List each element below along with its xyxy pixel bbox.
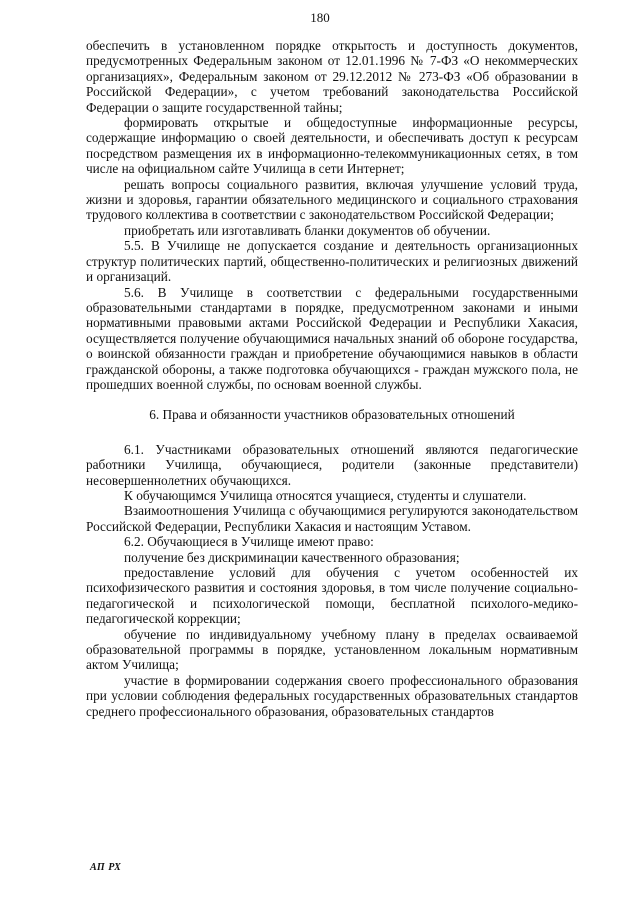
footer-mark: АП РХ	[90, 862, 122, 873]
page-number: 180	[310, 10, 330, 25]
paragraph: 6.1. Участниками образовательных отношений являются педагогические работники Училища, обучающиеся, родители (законные представители) несовершеннолетних обучающихся.	[86, 441, 578, 488]
paragraph: предоставление условий для обучения с учетом особенностей их психофизического развития и состояния здоровья, в том числе получение социально-педагогической и психологической помощи, бесплатной психолого-медико-педагогической коррекции;	[86, 565, 578, 627]
paragraph: обеспечить в установленном порядке открытость и доступность документов, предусмотренных Федеральным законом от 12.01.1996 № 7-ФЗ «О некоммерческих организациях», Федеральным законом от 29.12.2012 № 273-ФЗ «Об образовании в Российской Федерации», с учетом требований законодательства Российской Федерации о защите государственной тайны;	[86, 38, 578, 115]
paragraph: получение без дискриминации качественного образования;	[124, 549, 460, 565]
document-body	[86, 38, 578, 719]
section-heading: 6. Права и обязанности участников образовательных отношений	[149, 407, 515, 423]
paragraph: 5.6. В Училище в соответствии с федеральными государственными образовательными стандартами в порядке, предусмотренном законами и иными нормативными правовыми актами Российской Федерации и Республики Хакасия, осуществляется получение обучающимися начальных знаний об обороне государства, о воинской обязанности граждан и приобретение обучающимися навыков в области гражданской обороны, а также подготовка обучающихся - граждан мужского пола, не прошедших военной службы, по основам военной службы.	[86, 284, 578, 392]
paragraph: решать вопросы социального развития, включая улучшение условий труда, жизни и здоровья, гарантии обязательного медицинского и социального страхования трудового коллектива в соответствии с законодательством Российской Федерации;	[86, 176, 578, 223]
paragraph: обучение по индивидуальному учебному плану в пределах осваиваемой образовательной программы в порядке, установленном локальным нормативным актом Училища;	[86, 626, 578, 673]
paragraph: приобретать или изготавливать бланки документов об обучении.	[124, 222, 491, 238]
paragraph: формировать открытые и общедоступные информационные ресурсы, содержащие информацию о своей деятельности, и обеспечивать доступ к ресурсам посредством размещения их в информационно-телекоммуникационных сетях, в том числе на официальном сайте Училища в сети Интернет;	[86, 115, 578, 177]
paragraph: Взаимоотношения Училища с обучающимися регулируются законодательством Российской Федерации, Республики Хакасия и настоящим Уставом.	[86, 503, 578, 534]
paragraph: участие в формировании содержания своего профессионального образования при условии соблюдения федеральных государственных образовательных стандартов среднего профессионального образования, образовательных стандартов	[86, 672, 578, 719]
paragraph: 6.2. Обучающиеся в Училище имеют право:	[124, 534, 374, 550]
paragraph: 5.5. В Училище не допускается создание и деятельность организационных структур политических партий, общественно-политических и религиозных движений и организаций.	[86, 238, 578, 285]
paragraph: К обучающимся Училища относятся учащиеся, студенты и слушатели.	[124, 487, 527, 503]
